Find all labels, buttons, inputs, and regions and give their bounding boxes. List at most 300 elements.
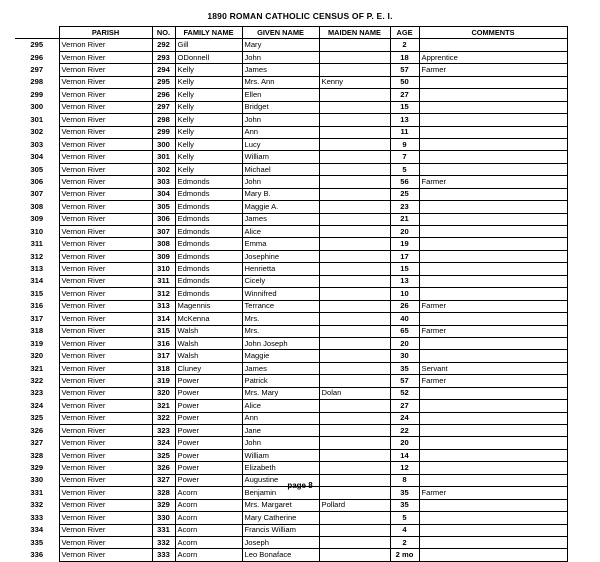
family-name-cell: Power (175, 437, 242, 449)
given-name-cell: Bridget (242, 101, 319, 113)
header-given-name: GIVEN NAME (242, 27, 319, 39)
row-number-cell: 299 (15, 89, 59, 101)
given-name-cell: Mrs. (242, 325, 319, 337)
row-number-cell: 308 (15, 201, 59, 213)
age-cell: 24 (390, 412, 419, 424)
maiden-name-cell (319, 275, 390, 287)
family-name-cell: Kelly (175, 138, 242, 150)
maiden-name-cell (319, 375, 390, 387)
maiden-name-cell (319, 51, 390, 63)
record-no-cell: 307 (152, 226, 175, 238)
record-no-cell: 311 (152, 275, 175, 287)
comments-cell (419, 524, 567, 536)
parish-cell: Vernon River (59, 449, 152, 461)
row-number-cell: 296 (15, 51, 59, 63)
family-name-cell: Kelly (175, 76, 242, 88)
row-number-cell: 328 (15, 449, 59, 461)
age-cell: 52 (390, 387, 419, 399)
family-name-cell: Edmonds (175, 238, 242, 250)
parish-cell: Vernon River (59, 425, 152, 437)
family-name-cell: Power (175, 400, 242, 412)
record-no-cell: 315 (152, 325, 175, 337)
table-row (15, 126, 567, 138)
row-number-cell: 336 (15, 549, 59, 561)
comments-cell (419, 536, 567, 548)
table-row (15, 238, 567, 250)
family-name-cell: Power (175, 462, 242, 474)
table-row (15, 64, 567, 76)
given-name-cell: Francis William (242, 524, 319, 536)
page-title: 1890 ROMAN CATHOLIC CENSUS OF P. E. I. (207, 11, 393, 21)
family-name-cell: Power (175, 412, 242, 424)
given-name-cell: Joseph (242, 536, 319, 548)
given-name-cell: Cicely (242, 275, 319, 287)
record-no-cell: 302 (152, 163, 175, 175)
table-row (15, 512, 567, 524)
maiden-name-cell (319, 188, 390, 200)
record-no-cell: 304 (152, 188, 175, 200)
record-no-cell: 295 (152, 76, 175, 88)
row-number-cell: 317 (15, 313, 59, 325)
row-number-cell: 332 (15, 499, 59, 511)
comments-cell (419, 412, 567, 424)
comments-cell (419, 226, 567, 238)
table-row (15, 263, 567, 275)
age-cell: 15 (390, 263, 419, 275)
maiden-name-cell (319, 462, 390, 474)
table-row (15, 549, 567, 561)
row-number-cell: 329 (15, 462, 59, 474)
row-number-cell: 306 (15, 176, 59, 188)
given-name-cell: Augustine (242, 474, 319, 486)
maiden-name-cell (319, 176, 390, 188)
maiden-name-cell (319, 362, 390, 374)
parish-cell: Vernon River (59, 89, 152, 101)
parish-cell: Vernon River (59, 188, 152, 200)
family-name-cell: Edmonds (175, 263, 242, 275)
table-row (15, 375, 567, 387)
comments-cell: Servant (419, 362, 567, 374)
row-number-cell: 310 (15, 226, 59, 238)
maiden-name-cell (319, 238, 390, 250)
given-name-cell: Maggie A. (242, 201, 319, 213)
row-number-cell: 311 (15, 238, 59, 250)
maiden-name-cell (319, 337, 390, 349)
parish-cell: Vernon River (59, 536, 152, 548)
age-cell: 2 mo (390, 549, 419, 561)
parish-cell: Vernon River (59, 126, 152, 138)
comments-cell (419, 437, 567, 449)
row-number-cell: 327 (15, 437, 59, 449)
table-row (15, 536, 567, 548)
maiden-name-cell (319, 412, 390, 424)
family-name-cell: Power (175, 425, 242, 437)
parish-cell: Vernon River (59, 313, 152, 325)
family-name-cell: Cluney (175, 362, 242, 374)
parish-cell: Vernon River (59, 275, 152, 287)
record-no-cell: 301 (152, 151, 175, 163)
row-number-cell: 303 (15, 138, 59, 150)
table-row (15, 325, 567, 337)
table-row (15, 151, 567, 163)
family-name-cell: Kelly (175, 163, 242, 175)
family-name-cell: Acorn (175, 524, 242, 536)
table-row (15, 250, 567, 262)
maiden-name-cell (319, 449, 390, 461)
record-no-cell: 303 (152, 176, 175, 188)
comments-cell (419, 512, 567, 524)
maiden-name-cell (319, 213, 390, 225)
row-number-cell: 314 (15, 275, 59, 287)
parish-cell: Vernon River (59, 39, 152, 51)
given-name-cell: James (242, 213, 319, 225)
comments-cell (419, 275, 567, 287)
record-no-cell: 308 (152, 238, 175, 250)
table-row (15, 51, 567, 63)
family-name-cell: Power (175, 474, 242, 486)
table-row (15, 213, 567, 225)
comments-cell (419, 238, 567, 250)
record-no-cell: 320 (152, 387, 175, 399)
age-cell: 14 (390, 449, 419, 461)
comments-cell (419, 449, 567, 461)
parish-cell: Vernon River (59, 101, 152, 113)
maiden-name-cell (319, 437, 390, 449)
comments-cell (419, 76, 567, 88)
row-number-cell: 318 (15, 325, 59, 337)
age-cell: 17 (390, 250, 419, 262)
record-no-cell: 309 (152, 250, 175, 262)
family-name-cell: Kelly (175, 151, 242, 163)
given-name-cell: Elizabeth (242, 462, 319, 474)
given-name-cell: Terrance (242, 300, 319, 312)
comments-cell (419, 188, 567, 200)
given-name-cell: Alice (242, 226, 319, 238)
record-no-cell: 297 (152, 101, 175, 113)
age-cell: 27 (390, 89, 419, 101)
row-number-cell: 324 (15, 400, 59, 412)
family-name-cell: Edmonds (175, 288, 242, 300)
age-cell: 13 (390, 275, 419, 287)
maiden-name-cell (319, 524, 390, 536)
given-name-cell: Emma (242, 238, 319, 250)
family-name-cell: Magennis (175, 300, 242, 312)
row-number-cell: 335 (15, 536, 59, 548)
record-no-cell: 328 (152, 487, 175, 499)
given-name-cell: Winnifred (242, 288, 319, 300)
family-name-cell: Acorn (175, 487, 242, 499)
family-name-cell: Kelly (175, 89, 242, 101)
record-no-cell: 306 (152, 213, 175, 225)
maiden-name-cell (319, 89, 390, 101)
table-header-row (15, 27, 567, 39)
maiden-name-cell (319, 138, 390, 150)
family-name-cell: Edmonds (175, 250, 242, 262)
comments-cell (419, 138, 567, 150)
maiden-name-cell: Pollard (319, 499, 390, 511)
family-name-cell: Gill (175, 39, 242, 51)
row-number-cell: 325 (15, 412, 59, 424)
family-name-cell: Walsh (175, 337, 242, 349)
given-name-cell: Ann (242, 126, 319, 138)
table-row (15, 337, 567, 349)
given-name-cell: Mary Catherine (242, 512, 319, 524)
record-no-cell: 296 (152, 89, 175, 101)
record-no-cell: 292 (152, 39, 175, 51)
comments-cell: Apprentice (419, 51, 567, 63)
comments-cell: Farmer (419, 375, 567, 387)
maiden-name-cell (319, 201, 390, 213)
maiden-name-cell (319, 549, 390, 561)
row-number-cell: 323 (15, 387, 59, 399)
table-row (15, 163, 567, 175)
given-name-cell: John (242, 114, 319, 126)
age-cell: 56 (390, 176, 419, 188)
comments-cell (419, 350, 567, 362)
family-name-cell: Edmonds (175, 275, 242, 287)
table-row (15, 437, 567, 449)
row-number-cell: 322 (15, 375, 59, 387)
row-number-cell: 307 (15, 188, 59, 200)
age-cell: 23 (390, 201, 419, 213)
row-number-cell: 309 (15, 213, 59, 225)
header-age: AGE (390, 27, 419, 39)
family-name-cell: Power (175, 449, 242, 461)
page-number: page 8 (287, 481, 313, 490)
age-cell: 2 (390, 536, 419, 548)
record-no-cell: 313 (152, 300, 175, 312)
given-name-cell: Josephine (242, 250, 319, 262)
parish-cell: Vernon River (59, 263, 152, 275)
comments-cell: Farmer (419, 300, 567, 312)
maiden-name-cell (319, 512, 390, 524)
maiden-name-cell (319, 325, 390, 337)
age-cell: 9 (390, 138, 419, 150)
given-name-cell: John (242, 176, 319, 188)
comments-cell (419, 263, 567, 275)
record-no-cell: 326 (152, 462, 175, 474)
row-number-cell: 295 (15, 39, 59, 51)
given-name-cell: James (242, 64, 319, 76)
comments-cell: Farmer (419, 325, 567, 337)
parish-cell: Vernon River (59, 138, 152, 150)
family-name-cell: Walsh (175, 350, 242, 362)
table-row (15, 226, 567, 238)
age-cell: 7 (390, 151, 419, 163)
given-name-cell: Leo Bonaface (242, 549, 319, 561)
age-cell: 11 (390, 126, 419, 138)
table-row (15, 387, 567, 399)
parish-cell: Vernon River (59, 325, 152, 337)
maiden-name-cell (319, 288, 390, 300)
parish-cell: Vernon River (59, 300, 152, 312)
row-number-cell: 321 (15, 362, 59, 374)
family-name-cell: Walsh (175, 325, 242, 337)
comments-cell (419, 151, 567, 163)
header-maiden-name: MAIDEN NAME (319, 27, 390, 39)
age-cell: 18 (390, 51, 419, 63)
record-no-cell: 327 (152, 474, 175, 486)
maiden-name-cell (319, 101, 390, 113)
record-no-cell: 323 (152, 425, 175, 437)
comments-cell (419, 337, 567, 349)
maiden-name-cell (319, 151, 390, 163)
parish-cell: Vernon River (59, 412, 152, 424)
parish-cell: Vernon River (59, 362, 152, 374)
family-name-cell: Edmonds (175, 188, 242, 200)
parish-cell: Vernon River (59, 151, 152, 163)
comments-cell: Farmer (419, 176, 567, 188)
row-number-cell: 298 (15, 76, 59, 88)
parish-cell: Vernon River (59, 163, 152, 175)
given-name-cell: Ann (242, 412, 319, 424)
table-row (15, 412, 567, 424)
given-name-cell: Patrick (242, 375, 319, 387)
record-no-cell: 333 (152, 549, 175, 561)
table-row (15, 400, 567, 412)
given-name-cell: Mrs. Margaret (242, 499, 319, 511)
given-name-cell: Lucy (242, 138, 319, 150)
age-cell: 21 (390, 213, 419, 225)
comments-cell (419, 201, 567, 213)
table-row (15, 101, 567, 113)
record-no-cell: 305 (152, 201, 175, 213)
maiden-name-cell (319, 250, 390, 262)
table-row (15, 499, 567, 511)
age-cell: 5 (390, 512, 419, 524)
given-name-cell: Henrietta (242, 263, 319, 275)
record-no-cell: 310 (152, 263, 175, 275)
family-name-cell: Kelly (175, 101, 242, 113)
comments-cell (419, 462, 567, 474)
parish-cell: Vernon River (59, 288, 152, 300)
record-no-cell: 298 (152, 114, 175, 126)
age-cell: 30 (390, 350, 419, 362)
family-name-cell: Edmonds (175, 213, 242, 225)
header-parish: PARISH (59, 27, 152, 39)
family-name-cell: Kelly (175, 126, 242, 138)
row-number-cell: 330 (15, 474, 59, 486)
parish-cell: Vernon River (59, 250, 152, 262)
parish-cell: Vernon River (59, 337, 152, 349)
parish-cell: Vernon River (59, 226, 152, 238)
record-no-cell: 294 (152, 64, 175, 76)
parish-cell: Vernon River (59, 201, 152, 213)
record-no-cell: 312 (152, 288, 175, 300)
table-row (15, 39, 567, 51)
maiden-name-cell (319, 163, 390, 175)
record-no-cell: 293 (152, 51, 175, 63)
maiden-name-cell (319, 350, 390, 362)
given-name-cell: Mary (242, 39, 319, 51)
comments-cell (419, 400, 567, 412)
parish-cell: Vernon River (59, 176, 152, 188)
comments-cell (419, 313, 567, 325)
given-name-cell: Alice (242, 400, 319, 412)
row-number-cell: 304 (15, 151, 59, 163)
given-name-cell: Michael (242, 163, 319, 175)
record-no-cell: 331 (152, 524, 175, 536)
family-name-cell: Acorn (175, 499, 242, 511)
parish-cell: Vernon River (59, 387, 152, 399)
age-cell: 26 (390, 300, 419, 312)
age-cell: 65 (390, 325, 419, 337)
maiden-name-cell (319, 400, 390, 412)
family-name-cell: Kelly (175, 114, 242, 126)
given-name-cell: Mrs. Ann (242, 76, 319, 88)
maiden-name-cell (319, 300, 390, 312)
row-number-cell: 334 (15, 524, 59, 536)
row-number-cell: 320 (15, 350, 59, 362)
row-number-cell: 331 (15, 487, 59, 499)
family-name-cell: McKenna (175, 313, 242, 325)
age-cell: 15 (390, 101, 419, 113)
parish-cell: Vernon River (59, 499, 152, 511)
comments-cell (419, 499, 567, 511)
maiden-name-cell (319, 536, 390, 548)
comments-cell (419, 213, 567, 225)
row-number-cell: 319 (15, 337, 59, 349)
family-name-cell: Kelly (175, 64, 242, 76)
given-name-cell: John (242, 437, 319, 449)
table-row (15, 350, 567, 362)
table-row (15, 462, 567, 474)
row-number-cell: 333 (15, 512, 59, 524)
parish-cell: Vernon River (59, 400, 152, 412)
row-number-cell: 300 (15, 101, 59, 113)
table-row (15, 275, 567, 287)
given-name-cell: Benjamin (242, 487, 319, 499)
table-row (15, 300, 567, 312)
maiden-name-cell (319, 226, 390, 238)
parish-cell: Vernon River (59, 238, 152, 250)
header-comments: COMMENTS (419, 27, 567, 39)
table-row (15, 362, 567, 374)
family-name-cell: Edmonds (175, 176, 242, 188)
family-name-cell: Edmonds (175, 226, 242, 238)
parish-cell: Vernon River (59, 474, 152, 486)
table-row (15, 176, 567, 188)
age-cell: 8 (390, 474, 419, 486)
age-cell: 40 (390, 313, 419, 325)
parish-cell: Vernon River (59, 213, 152, 225)
age-cell: 50 (390, 76, 419, 88)
maiden-name-cell: Kenny (319, 76, 390, 88)
comments-cell (419, 114, 567, 126)
row-number-cell: 315 (15, 288, 59, 300)
parish-cell: Vernon River (59, 51, 152, 63)
age-cell: 13 (390, 114, 419, 126)
given-name-cell: Mary B. (242, 188, 319, 200)
comments-cell (419, 101, 567, 113)
given-name-cell: James (242, 362, 319, 374)
family-name-cell: Edmonds (175, 201, 242, 213)
given-name-cell: William (242, 449, 319, 461)
table-row (15, 89, 567, 101)
header-family-name: FAMILY NAME (175, 27, 242, 39)
comments-cell: Farmer (419, 487, 567, 499)
age-cell: 22 (390, 425, 419, 437)
comments-cell: Farmer (419, 64, 567, 76)
parish-cell: Vernon River (59, 375, 152, 387)
age-cell: 20 (390, 337, 419, 349)
given-name-cell: John (242, 51, 319, 63)
row-number-cell: 297 (15, 64, 59, 76)
maiden-name-cell (319, 263, 390, 275)
record-no-cell: 318 (152, 362, 175, 374)
family-name-cell: Acorn (175, 549, 242, 561)
age-cell: 10 (390, 288, 419, 300)
